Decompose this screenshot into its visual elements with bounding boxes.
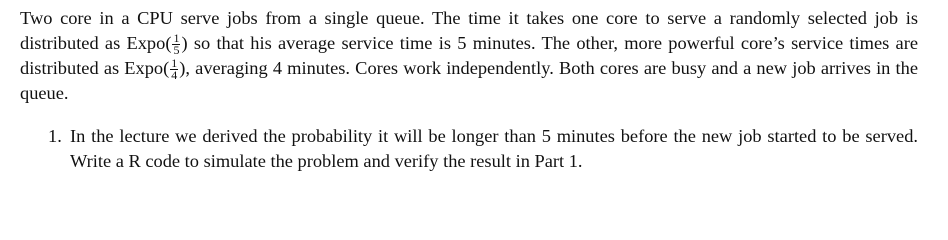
fraction-numerator: 1 [173, 31, 180, 46]
fraction-one-fifth [172, 33, 180, 56]
fraction-one-fourth [170, 58, 178, 81]
problem-text-part2: ) so that his average service time is 5 minutes. The other, more powerful core’s service times are distributed as Expo( [20, 33, 918, 79]
problem-text-part1: Two core in a CPU serve jobs from a single queue. The time it takes one core to serve a randomly selected job is distributed as Expo( [20, 8, 918, 53]
problem-text-part3: ), averaging 4 minutes. Cores work independently. Both cores are busy and a new job arrives in the queue. [20, 58, 919, 104]
task-list [20, 124, 918, 174]
problem-paragraph [20, 6, 918, 106]
list-item [20, 124, 918, 174]
fraction-denominator: 5 [173, 43, 180, 58]
list-item-number: 1. [48, 126, 62, 147]
fraction-numerator: 1 [171, 56, 178, 71]
document-body [20, 6, 918, 174]
fraction-denominator: 4 [171, 68, 178, 83]
list-item-text: In the lecture we derived the probability it will be longer than 5 minutes before the new job started to be served. Write a R code to simulate the problem and verify the result in Part 1. [70, 126, 918, 172]
